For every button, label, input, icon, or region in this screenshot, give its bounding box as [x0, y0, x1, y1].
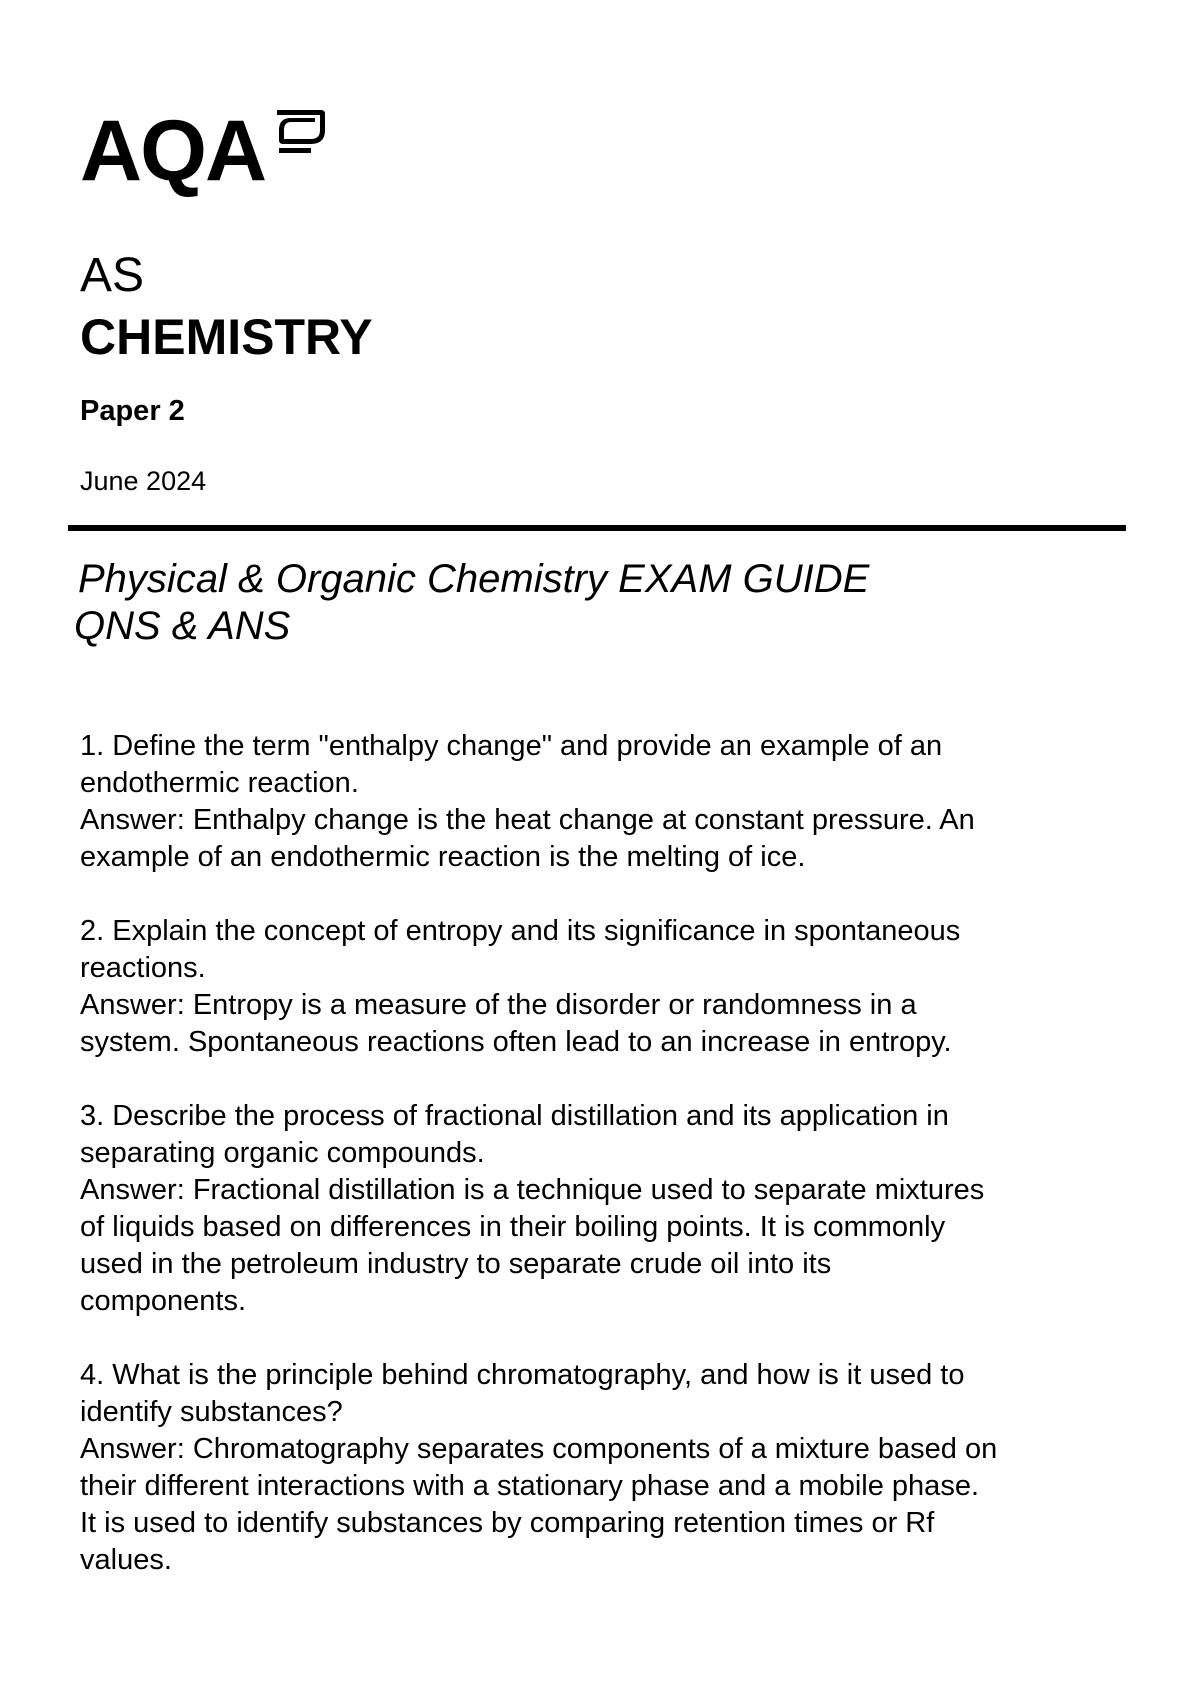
question-text: 1. Define the term "enthalpy change" and provide an example of an endothermic reaction.: [80, 730, 943, 799]
aqa-logo: [80, 103, 327, 199]
paper-number: Paper 2: [80, 395, 185, 427]
subject-title: CHEMISTRY: [80, 309, 373, 365]
aqa-logo-text: AQA: [80, 103, 266, 199]
guide-title-line1: Physical & Organic Chemistry EXAM GUIDE: [78, 557, 870, 601]
answer-text: Answer: Fractional distillation is a technique used to separate mixtures of liquids based on differences in their boiling points. It is commonly used in the petroleum industry to separate crude oil into its components.: [80, 1174, 985, 1317]
answer-text: Answer: Enthalpy change is the heat change at constant pressure. An example of an endothermic reaction is the melting of ice.: [80, 804, 975, 873]
guide-title-line2: QNS & ANS: [74, 604, 291, 648]
qa-item-4: [80, 1357, 1000, 1579]
qa-item-1: [80, 728, 1000, 876]
answer-text: Answer: Chromatography separates components of a mixture based on their different interactions with a stationary phase and a mobile phase. It is used to identify substances by comparing retention times or Rf values.: [80, 1433, 998, 1576]
question-text: 4. What is the principle behind chromatography, and how is it used to identify substances?: [80, 1359, 965, 1428]
question-text: 3. Describe the process of fractional distillation and its application in separating organic compounds.: [80, 1100, 949, 1169]
header-divider: [68, 525, 1126, 531]
question-text: 2. Explain the concept of entropy and its significance in spontaneous reactions.: [80, 915, 961, 984]
aqa-leaf-icon: [271, 108, 327, 160]
question-list: [80, 728, 1000, 1616]
qa-item-2: [80, 913, 1000, 1061]
qualification-level: AS: [80, 249, 145, 302]
qa-item-3: [80, 1098, 1000, 1320]
exam-date: June 2024: [80, 466, 207, 496]
guide-title: [74, 556, 1078, 650]
answer-text: Answer: Entropy is a measure of the disorder or randomness in a system. Spontaneous reactions often lead to an increase in entropy.: [80, 989, 952, 1058]
